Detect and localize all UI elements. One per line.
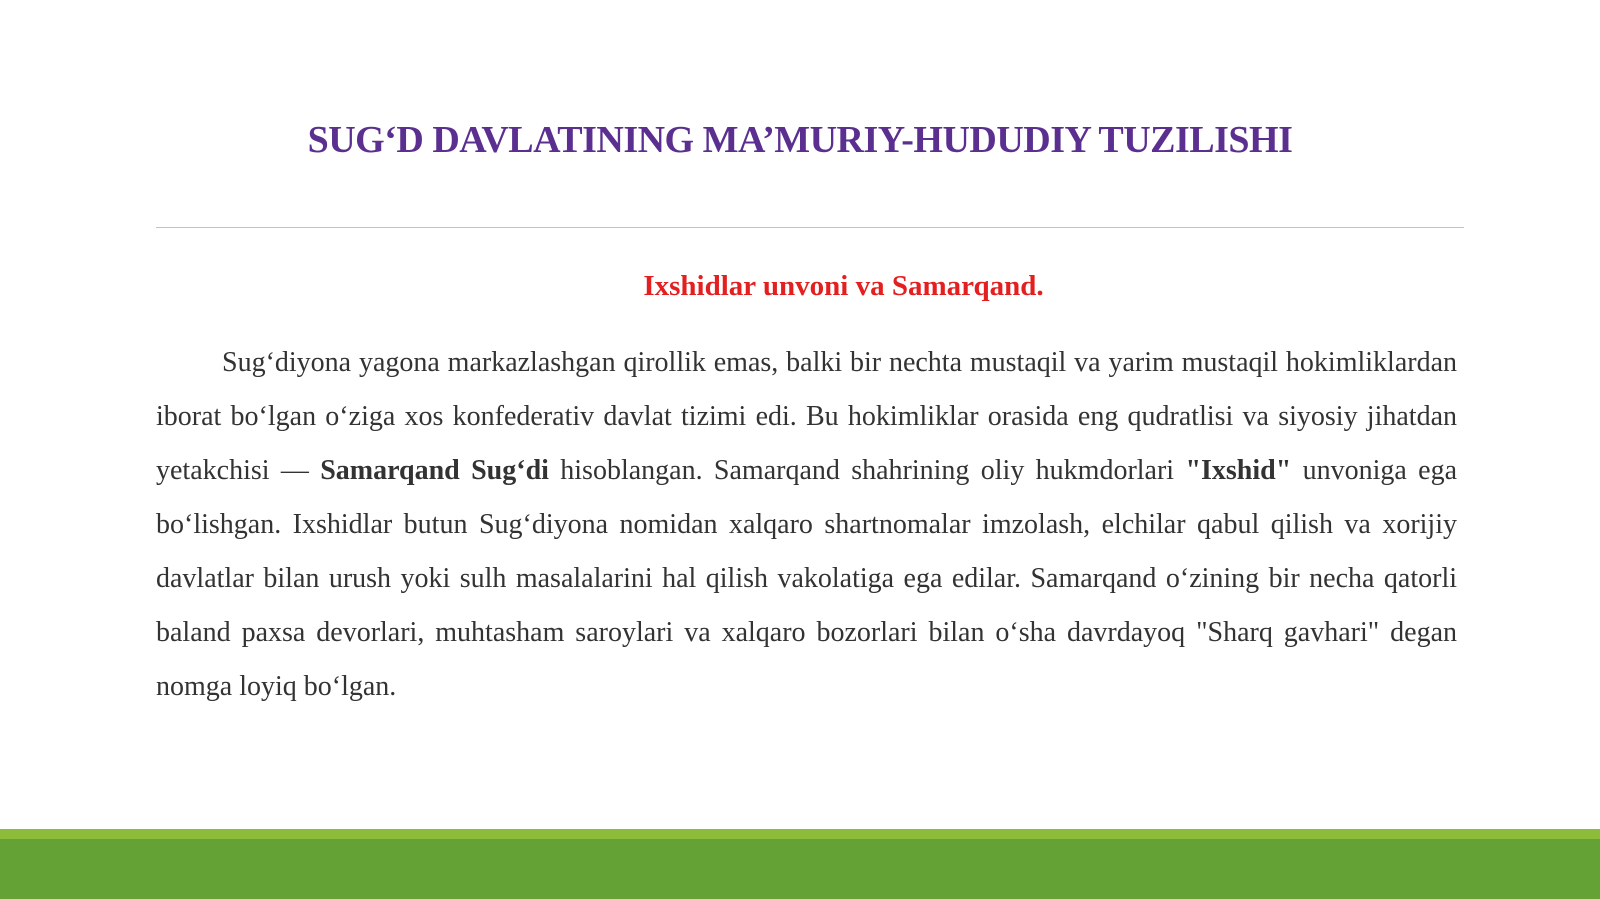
paragraph-text-2: hisoblangan. Samarqand shahrining oliy hukmdorlari xyxy=(548,455,1186,486)
title-divider xyxy=(156,227,1464,228)
slide-title: SUG‘D DAVLATINING MA’MURIY-HUDUDIY TUZILISHI xyxy=(307,119,1293,161)
paragraph-text-1: Sug‘diyona yagona markazlashgan qirollik emas, balki bir nechta mustaqil va yarim mustaqil hokimliklardan iborat bo‘lgan o‘ziga xos konfederativ davlat tizimi edi. Bu hokimliklar orasida eng qudratlisi va siyosiy jihatdan yetakchisi — xyxy=(156,347,1457,486)
paragraph-bold-samarqand-sugdi: Samarqand Sug‘di xyxy=(320,455,549,486)
paragraph-bold-ixshid: "Ixshid" xyxy=(1185,455,1292,486)
slide-subtitle: Ixshidlar unvoni va Samarqand. xyxy=(643,270,1044,302)
footer-accent-stripe xyxy=(0,829,1600,839)
footer-bar xyxy=(0,839,1600,899)
paragraph-text-3: unvoniga ega bo‘lishgan. Ixshidlar butun Sug‘diyona nomidan xalqaro shartnomalar imzolash, elchilar qabul qilish va xorijiy davlatlar bilan urush yoki sulh masalalarini hal qilish vakolatiga ega edilar. Samarqand o‘zining bir necha qatorli baland paxsa devorlari, muhtasham saroylari va xalqaro bozorlari bilan o‘sha davrdayoq "Sharq gavhari" degan nomga loyiq bo‘lgan. xyxy=(156,455,1457,702)
body-paragraph xyxy=(156,336,1457,714)
